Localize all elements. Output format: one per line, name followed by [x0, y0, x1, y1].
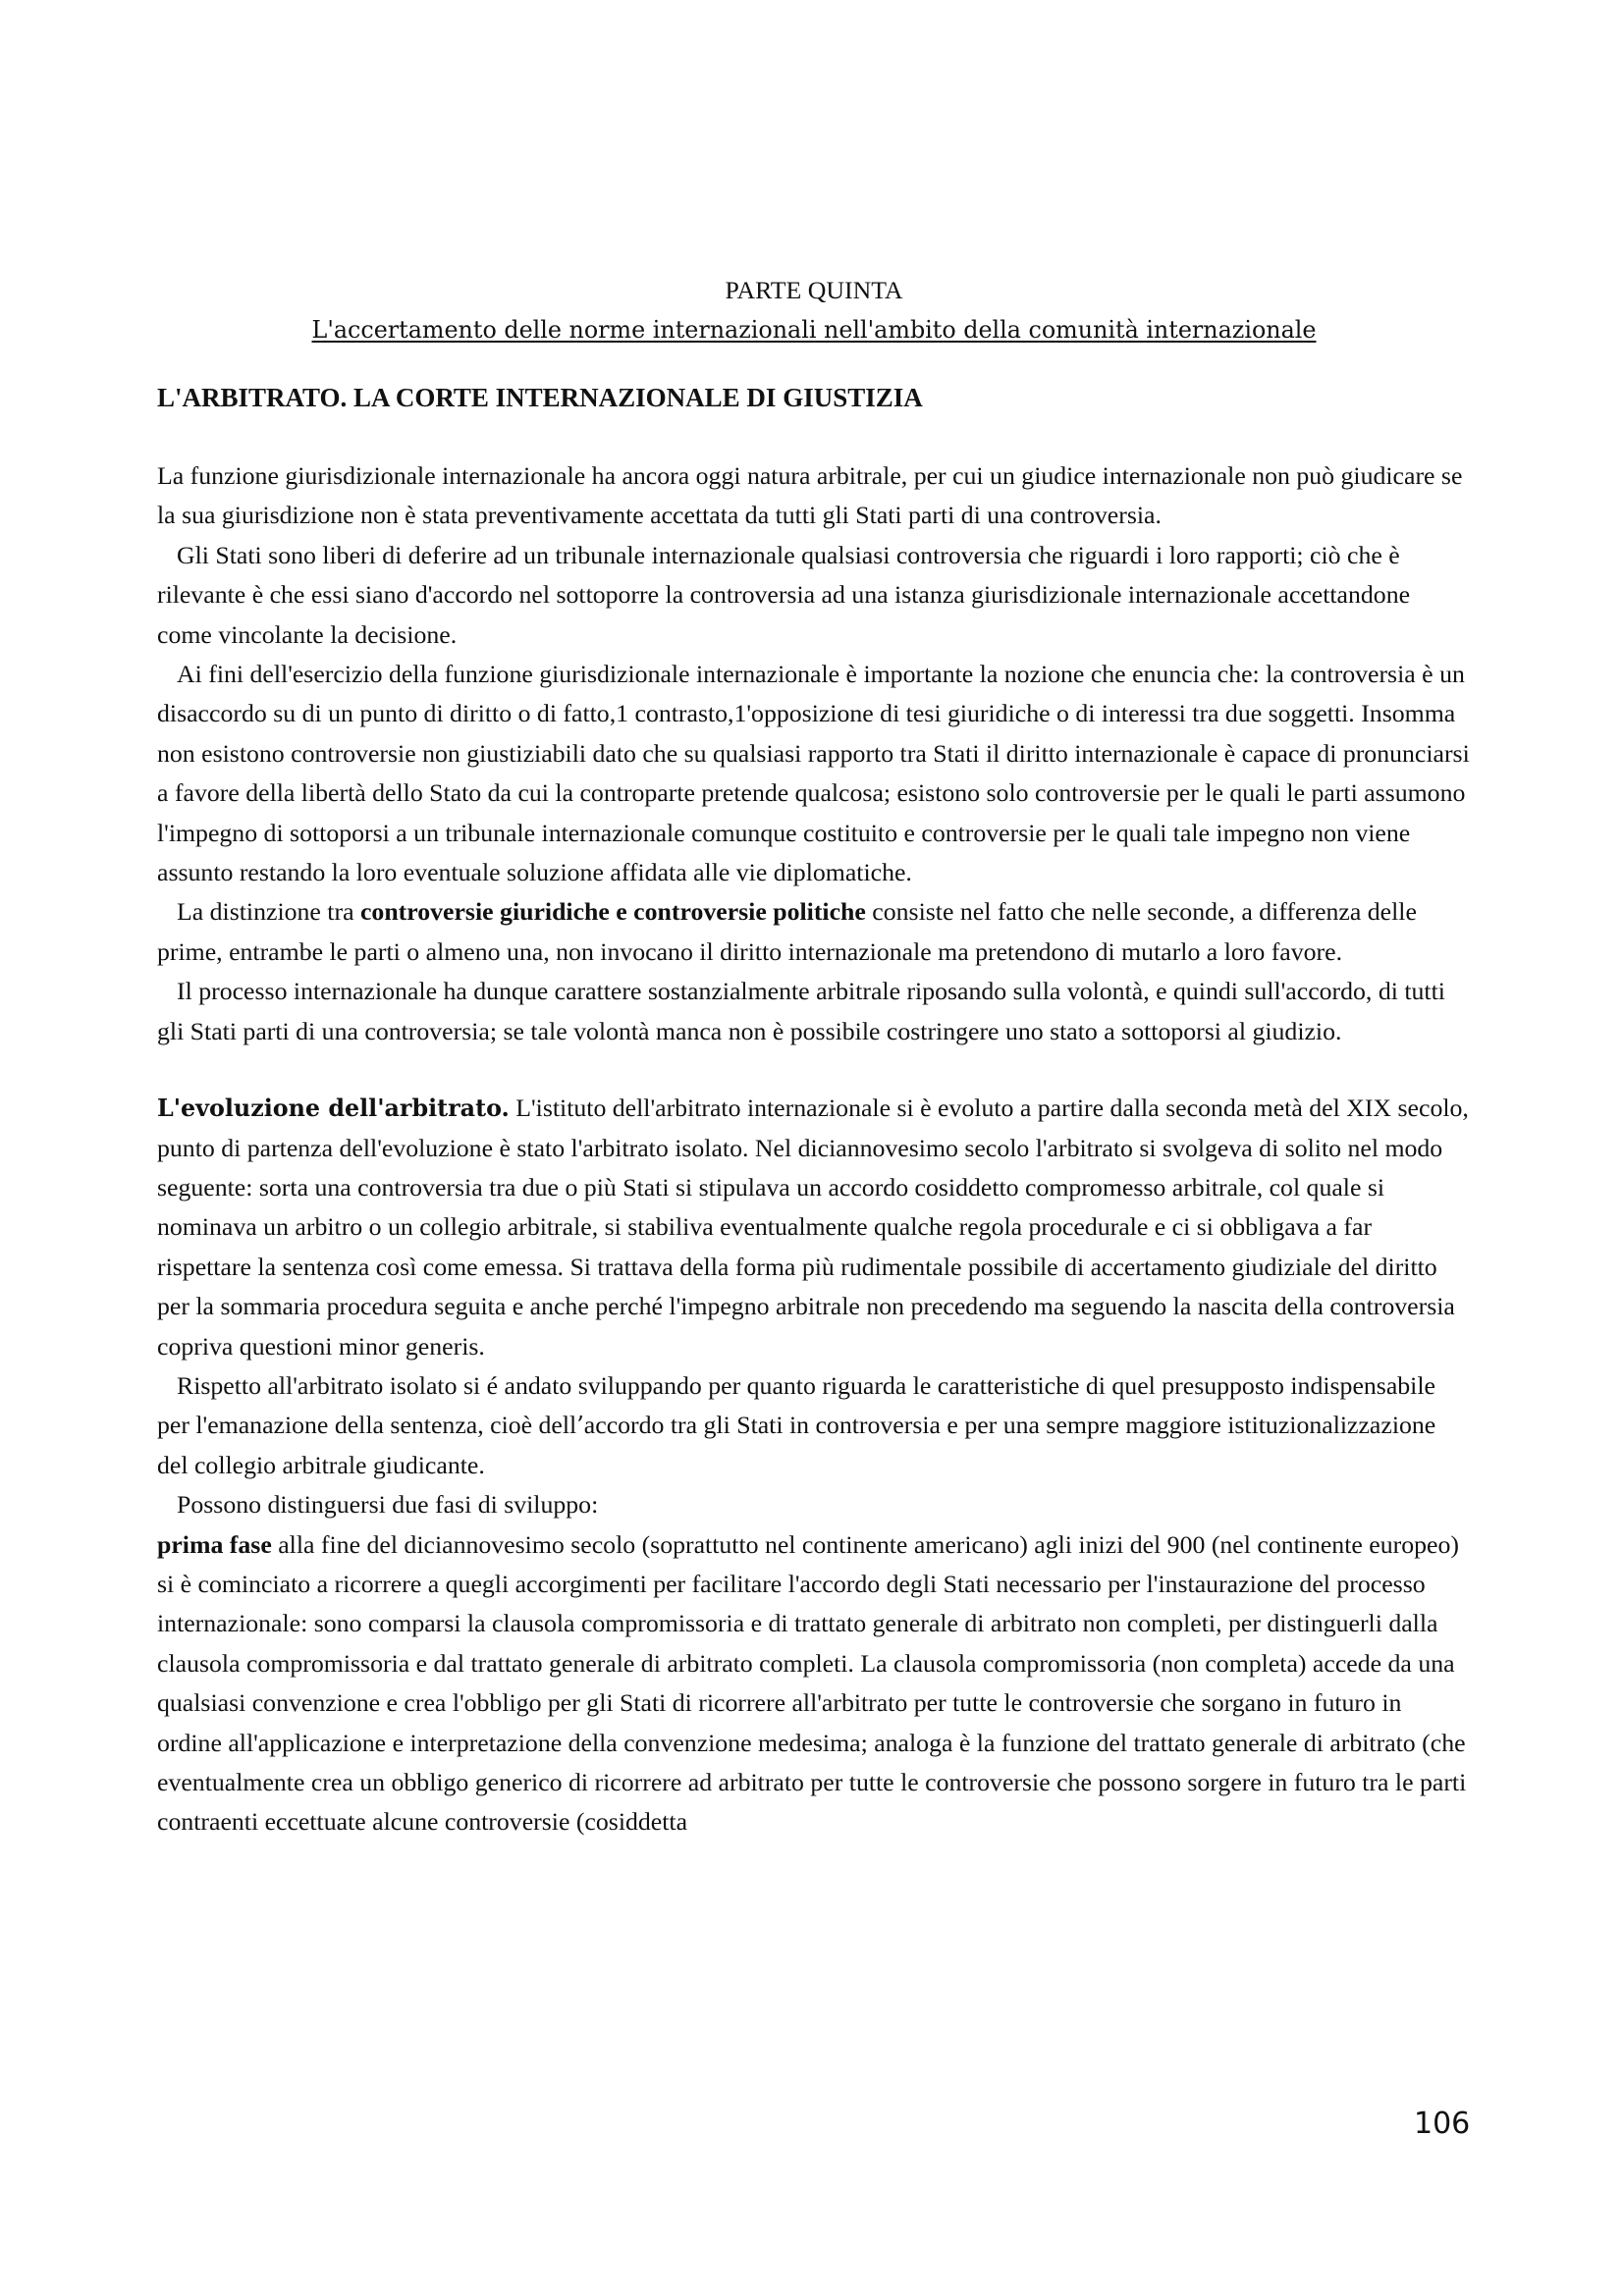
section-heading: L'ARBITRATO. LA CORTE INTERNAZIONALE DI GIUSTIZIA — [157, 383, 923, 412]
paragraph-2: Gli Stati sono liberi di deferire ad un tribunale internazionale qualsiasi controversia che riguardi i loro rapporti; ciò che è rilevante è che essi siano d'accordo nel sottoporre la controversia ad una istanza giurisdizionale internazionale accettandone come vincolante la decisione. — [157, 540, 1411, 649]
phase-label: prima fase — [157, 1529, 272, 1559]
paragraph-4 — [157, 892, 1471, 972]
paragraph-9-text: alla fine del diciannovesimo secolo (soprattutto nel continente americano) agli inizi del 900 (nel continente europeo) si è cominciato a ricorrere a quegli accorgimenti per facilitare l'accordo degli Stati necessario per l'instaurazione del processo internazionale: sono comparsi la clausola compromissoria e di trattato generale di arbitrato non completi, per distinguerli dalla clausola compromissoria e dal trattato generale di arbitrato completi. La clausola compromissoria (non completa) accede da una qualsiasi convenzione e crea l'obbligo per gli Stati di ricorrere all'arbitrato per tutte le controversie che sorgano in futuro in ordine all'applicazione e interpretazione della convenzione medesima; analoga è la funzione del trattato generale di arbitrato (che eventualmente crea un obbligo generico di ricorrere ad arbitrato per tutte le controversie che possono sorgere in futuro tra le parti contraenti eccettuate alcune controversie (cosiddetta — [157, 1529, 1467, 1837]
part-label: PARTE QUINTA — [725, 276, 903, 304]
paragraph-7-lead: Rispetto all'arbitrato isolato si é andato sviluppando per quanto riguarda le caratteristiche di quel presupposto indispensabile per l'emanazione della sentenza, cioè dell — [157, 1370, 1435, 1440]
paragraph-5: Il processo internazionale ha dunque carattere sostanzialmente arbitrale riposando sulla volontà, e quindi sull'accordo, di tutti gli Stati parti di una controversia; se tale volontà manca non è possibile costringere uno stato a sottoporsi al giudizio. — [157, 977, 1445, 1045]
paragraph-7 — [157, 1366, 1471, 1485]
paragraph-4-rest: consiste nel fatto che nelle seconde, a differenza delle prime, entrambe le parti o almeno una, non invocano il diritto internazionale ma pretendono di mutarlo a loro favore. — [157, 897, 1417, 966]
paragraph-8: Possono distinguersi due fasi di sviluppo: — [177, 1490, 599, 1520]
paragraph-7-apostrophe: ’ — [576, 1412, 584, 1440]
paragraph-9 — [157, 1525, 1471, 1842]
subsection-heading: L'evoluzione dell'arbitrato. — [157, 1095, 510, 1123]
paragraph-4-lead: La distinzione tra — [177, 897, 360, 927]
paragraph-4-bold: controversie giuridiche e controversie politiche — [359, 897, 866, 927]
paragraph-3: Ai fini dell'esercizio della funzione giurisdizionale internazionale è importante la nozione che enuncia che: la controversia è un disaccordo su di un punto di diritto o di fatto,1 contrasto,1'opposizione di tesi giuridiche o di interessi tra due soggetti. Insomma non esistono controversie non giustiziabili dato che su qualsiasi rapporto tra Stati il diritto internazionale è capace di pronunciarsi a favore della libertà dello Stato da cui la controparte pretende qualcosa; esistono solo controversie per le quali le parti assumono l'impegno di sottoporsi a un tribunale internazionale comunque costituito e controversie per le quali tale impegno non viene assunto restando la loro eventuale soluzione affidata alle vie diplomatiche. — [157, 660, 1470, 887]
paragraph-6 — [157, 1089, 1471, 1366]
page-number: 106 — [1414, 2107, 1471, 2141]
paragraph-7-rest: accordo tra gli Stati in controversia e per una sempre maggiore istituzionalizzazione del collegio arbitrale giudicante. — [157, 1411, 1436, 1479]
paragraph-1: La funzione giurisdizionale internazionale ha ancora oggi natura arbitrale, per cui un giudice internazionale non può giudicare se la sua giurisdizione non è stata preventivamente accettata da tutti gli Stati parti di una controversia. — [157, 461, 1463, 530]
document-page — [157, 271, 1471, 1842]
paragraph-6-text: L'istituto dell'arbitrato internazionale si è evoluto a partire dalla seconda metà del XIX secolo, punto di partenza dell'evoluzione è stato l'arbitrato isolato. Nel diciannovesimo secolo l'arbitrato si svolgeva di solito nel modo seguente: sorta una controversia tra due o più Stati si stipulava un accordo cosiddetto compromesso arbitrale, col quale si nominava un arbitro o un collegio arbitrale, si stabiliva eventualmente qualche regola procedurale e ci si obbligava a far rispettare la sentenza così come emessa. Si trattava della forma più rudimentale possibile di accertamento giudiziale del diritto per la sommaria procedura seguita e anche perché l'impegno arbitrale non precedendo ma seguendo la nascita della controversia copriva questioni minor generis. — [157, 1094, 1469, 1361]
part-title: L'accertamento delle norme internazionali nell'ambito della comunità internazionale — [311, 316, 1317, 344]
